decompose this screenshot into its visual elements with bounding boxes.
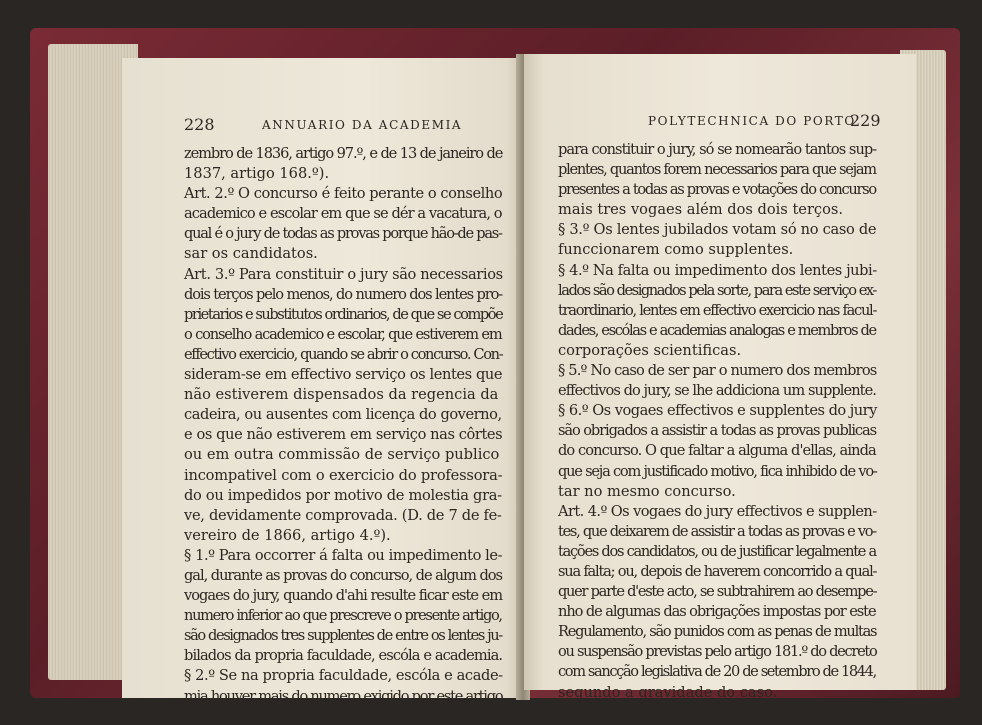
text-line: para constituir o jury, só se nomearão tantos sup- [558,141,877,158]
right-page [524,54,916,701]
text-line: cadeira, ou ausentes com licença do governo, [184,406,502,424]
text-line: zembro de 1836, artigo 97.º, e de 13 de janeiro de [184,145,503,162]
text-line: segundo a gravidade do caso. [558,683,778,701]
text-line: Art. 2.º O concurso é feito perante o conselho [184,185,503,203]
text-line: são obrigados a assistir a todas as provas publicas [558,422,876,440]
text-line: prietarios e substitutos ordinarios, de que se compõe [184,305,503,323]
text-line: funccionarem como supplentes. [558,241,794,259]
page-body [184,144,502,707]
text-line: quer parte d'este acto, se subtrahirem ao desempe- [558,583,877,601]
text-line: § 5.º No caso de ser par o numero dos membros [558,362,877,380]
text-line: effectivos do jury, se lhe addiciona um supplente. [558,382,877,400]
text-line: tes, que deixarem de assistir a todas as provas e vo- [558,522,876,540]
text-line: Art. 3.º Para constituir o jury são necessarios [184,265,503,283]
page-number: 228 [184,115,215,134]
text-line: qual é o jury de todas as provas porque hão-de pas- [184,225,502,243]
text-line: mia houver mais do numero exigido por este artigo [184,687,503,705]
text-line: Art. 4.º Os vogaes do jury effectivos e supplen- [558,502,877,520]
text-line: § 2.º Se na propria faculdade, escóla e acade- [184,667,503,685]
text-line: plentes, quantos forem necessarios para que sejam [558,161,876,179]
text-line: tar no mesmo concurso. [558,482,736,500]
running-head: ANNUARIO DA ACADEMIA [262,118,463,132]
text-line: dois terços pelo menos, do numero dos lentes pro- [184,285,503,303]
text-line: corporações scientificas. [558,341,742,359]
text-line: dades, escólas e academias analogas e membros de [558,321,876,339]
text-line: § 1.º Para occorrer á falta ou impedimento le- [184,546,503,564]
text-line: ou em outra commissão de serviço publico [184,446,500,464]
text-line: § 3.º Os lentes jubilados votam só no caso de [558,221,877,239]
text-line: e os que não estiverem em serviço nas côrtes [184,426,503,444]
text-line: que seja com justificado motivo, fica inhibido de vo- [558,462,877,480]
text-line: academico e escolar em que se dér a vacatura, o [184,205,502,223]
text-line: numero inferior ao que prescreve o presente artigo, [184,607,502,625]
text-line: do concurso. O que faltar a alguma d'ellas, ainda [558,442,876,460]
text-line: § 6.º Os vogaes effectivos e supplentes do jury [558,402,877,420]
page-body [558,140,876,703]
text-line: mais tres vogaes além dos dois terços. [558,201,844,219]
text-line: 1837, artigo 168.º). [184,165,330,183]
text-line: do ou impedidos por motivo de molestia gra- [184,486,502,504]
text-line: incompativel com o exercicio do professora- [184,466,503,484]
text-line: o conselho academico e escolar, que estiverem em [184,325,502,343]
text-line: sideram-se em effectivo serviço os lentes que [184,366,503,384]
text-line: ve, devidamente comprovada. (D. de 7 de fe- [184,506,502,524]
text-line: § 4.º Na falta ou impedimento dos lentes jubi- [558,261,877,279]
text-line: bilados da propria faculdade, escóla e academia. [184,647,503,665]
running-head: POLYTECHNICA DO PORTO [648,114,856,128]
text-line: com sancção legislativa de 20 de setembro de 1844, [558,663,876,681]
text-line: lados são designados pela sorte, para este serviço ex- [558,281,876,299]
text-line: effectivo exercicio, quando se abrir o concurso. Con- [184,345,503,363]
text-line: sua falta; ou, depois de haverem concorrido a qual- [558,562,877,580]
text-line: vereiro de 1866, artigo 4.º). [184,526,391,544]
text-line: são designados tres supplentes de entre os lentes ju- [184,627,502,645]
page-number: 229 [850,111,881,130]
text-line: vogaes do jury, quando d'ahi resulte ficar este em [184,587,503,605]
text-line: tações dos candidatos, ou de justificar legalmente a [558,542,876,560]
text-line: ou suspensão previstas pelo artigo 181.º do decreto [558,643,877,661]
text-line: nho de algumas das obrigações impostas por este [558,603,876,621]
text-line: gal, durante as provas do concurso, de algum dos [184,566,503,584]
text-line: Regulamento, são punidos com as penas de multas [558,623,877,641]
left-page [122,58,522,705]
text-line: sar os candidatos. [184,245,318,263]
text-line: traordinario, lentes em effectivo exercicio nas facul- [558,301,877,319]
text-line: presentes a todas as provas e votações do concurso [558,181,876,199]
text-line: não estiverem dispensados da regencia da [184,386,499,404]
